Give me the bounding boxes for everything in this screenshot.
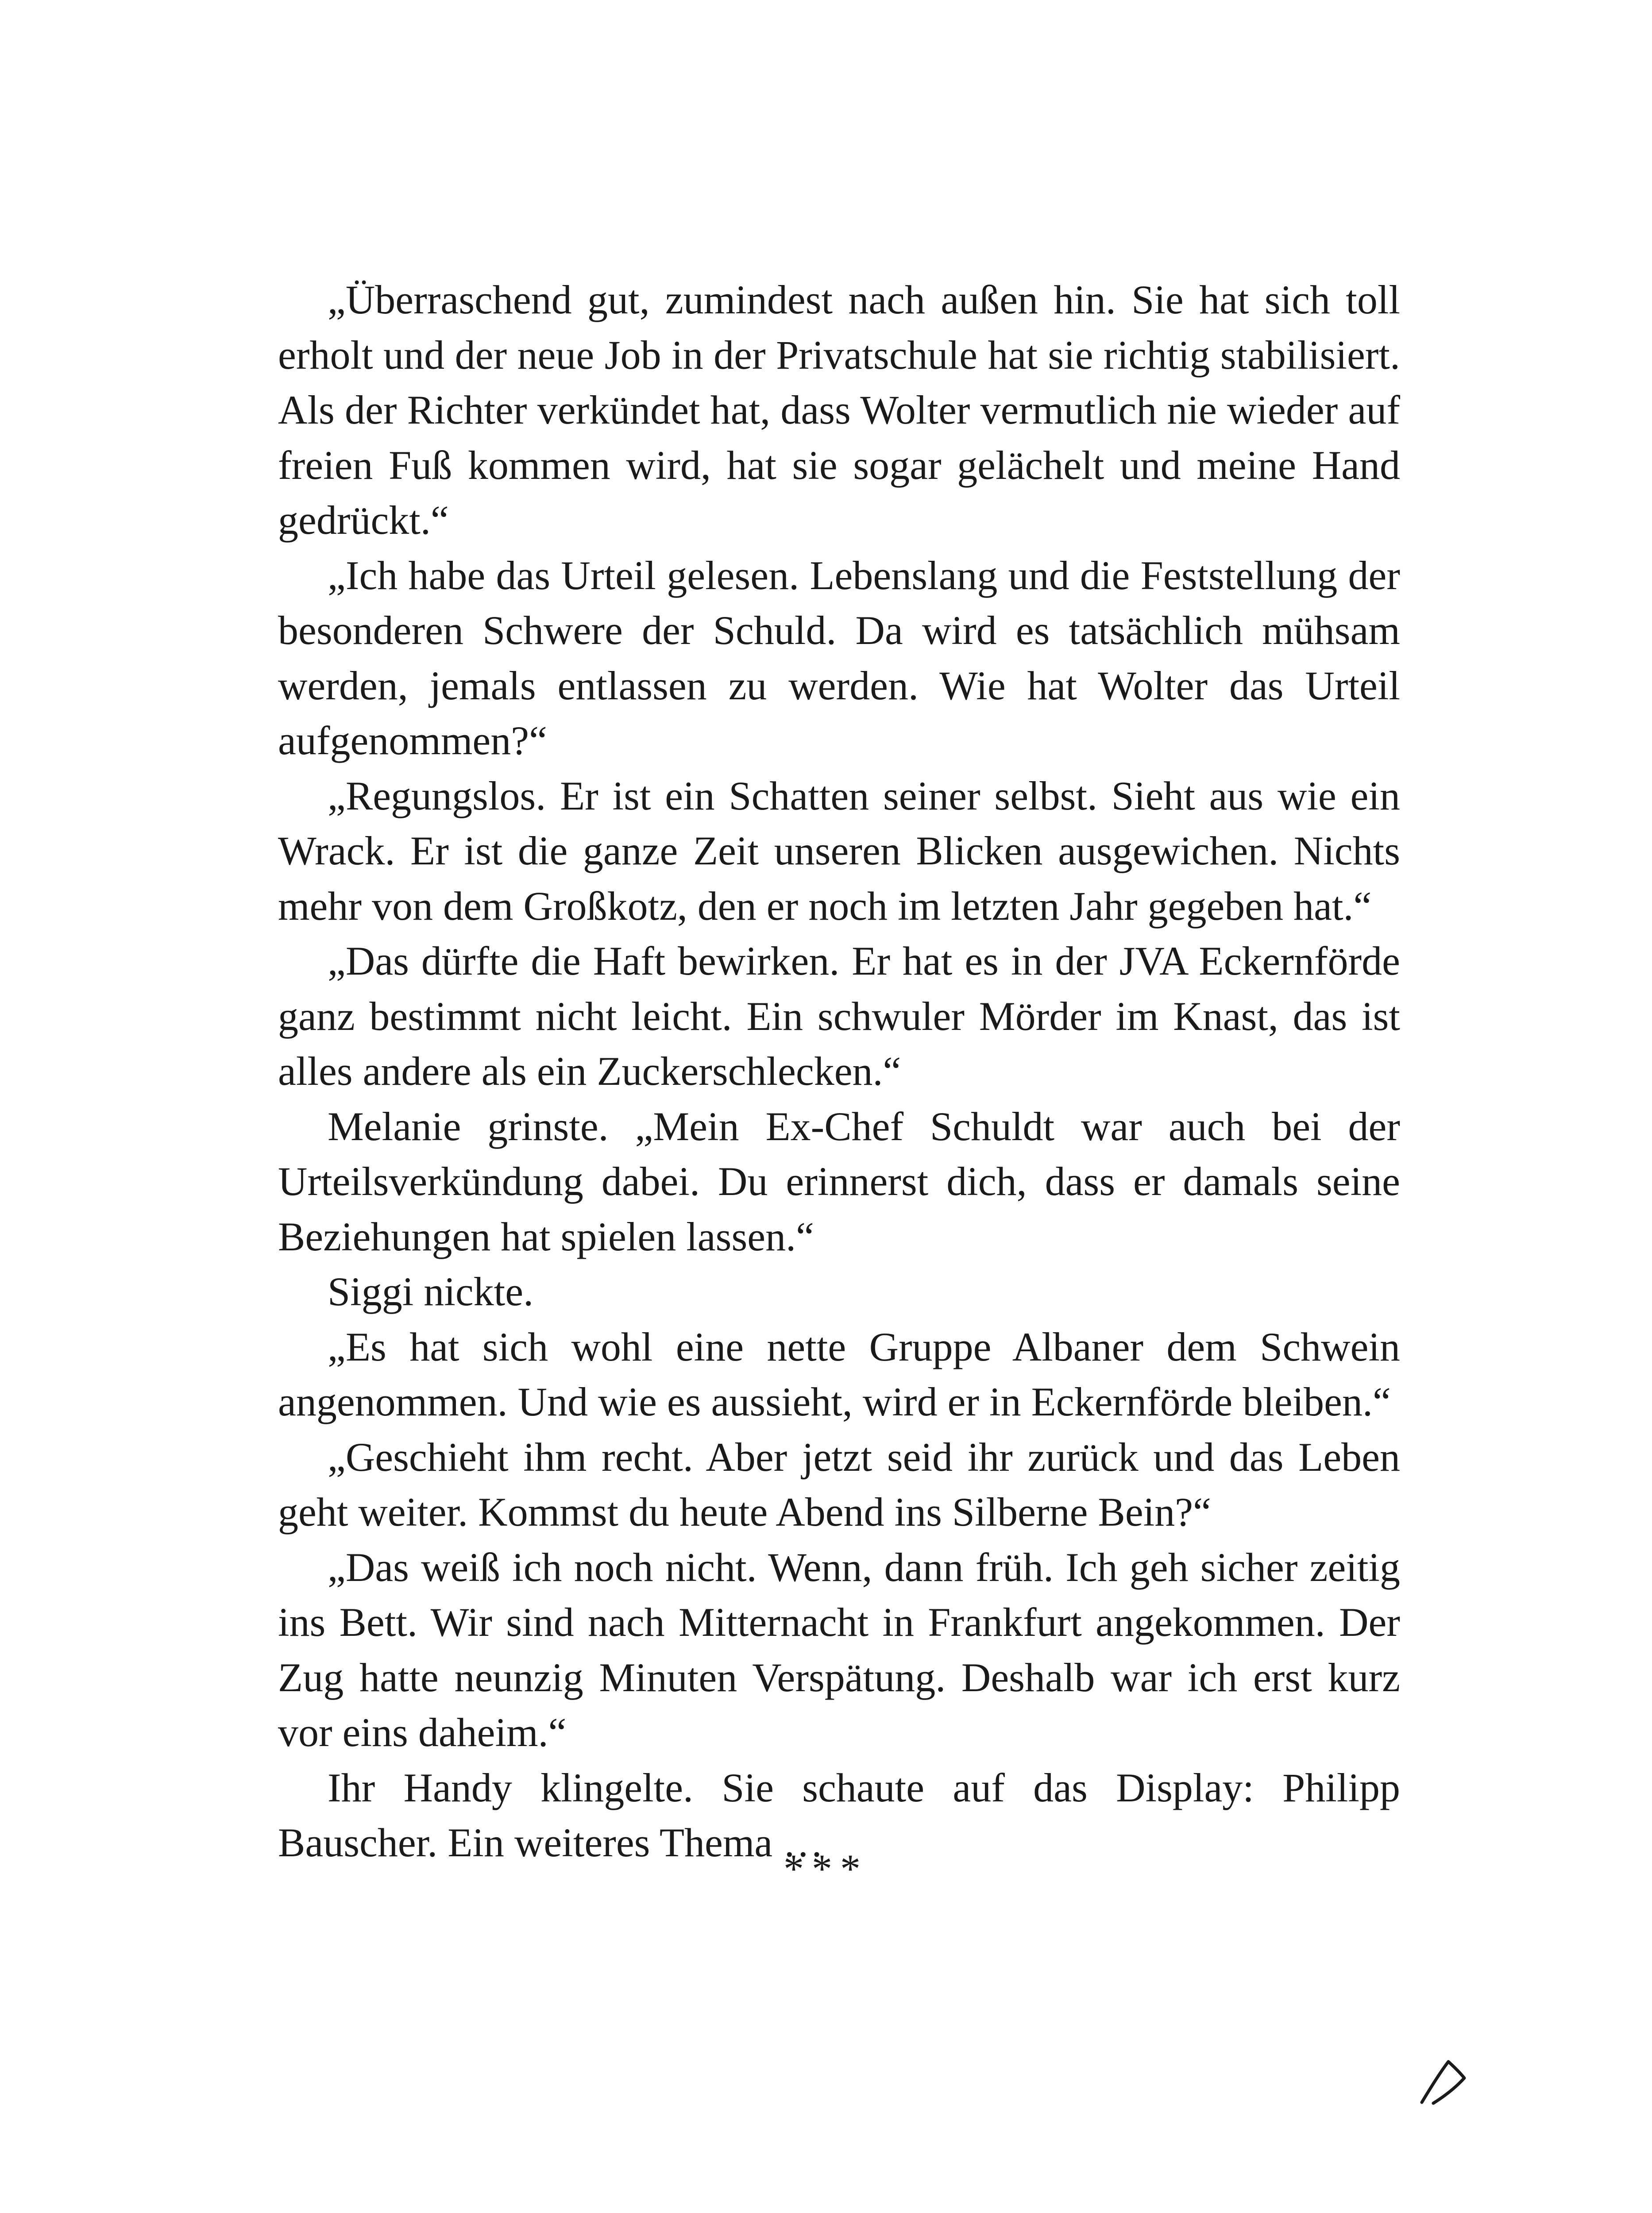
paragraph: „Geschieht ihm recht. Aber jetzt seid ihr zurück und das Leben geht weiter. Kommst du heute Abend ins Silberne Bein?“ [278, 1434, 1400, 1534]
paragraph: „Das dürfte die Haft bewirken. Er hat es in der JVA Eckernförde ganz bestimmt nicht leicht. Ein schwuler Mörder im Knast, das ist alles andere als ein Zuckerschlecken.“ [278, 938, 1400, 1094]
paragraph: „Es hat sich wohl eine nette Gruppe Albaner dem Schwein angenommen. Und wie es aussieht, wird er in Eckernförde bleiben.“ [278, 1324, 1400, 1424]
handwritten-page-mark-icon [1417, 2054, 1470, 2111]
paragraph: Ihr Handy klingelte. Sie schaute auf das Display: Philipp Bauscher. Ein weiteres Thema … [278, 1765, 1400, 1865]
paragraph: Melanie grinste. „Mein Ex-Chef Schuldt war auch bei der Urteilsverkündung dabei. Du erinnerst dich, dass er damals seine Beziehungen hat spielen lassen.“ [278, 1103, 1400, 1259]
paragraph: „Regungslos. Er ist ein Schatten seiner selbst. Sieht aus wie ein Wrack. Er ist die ganze Zeit unseren Blicken ausgewichen. Nichts mehr von dem Großkotz, den er noch im letzten Jahr gegeben hat.“ [278, 773, 1400, 929]
scene-break: *** [784, 1846, 868, 1891]
paragraph: „Ich habe das Urteil gelesen. Lebenslang und die Feststellung der besonderen Schwere der Schuld. Da wird es tatsächlich mühsam werden, jemals entlassen zu werden. Wie hat Wolter das Urteil aufgenommen?“ [278, 552, 1400, 763]
paragraph: Siggi nickte. [328, 1269, 534, 1314]
paragraph: „Das weiß ich noch nicht. Wenn, dann früh. Ich geh sicher zeitig ins Bett. Wir sind nach Mitternacht in Frankfurt angekommen. Der Zug hatte neunzig Minuten Verspätung. Deshalb war ich erst kurz vor eins daheim.“ [278, 1544, 1400, 1755]
paragraph: „Überraschend gut, zumindest nach außen hin. Sie hat sich toll erholt und der neue Job in der Privatschule hat sie richtig stabilisiert. Als der Richter verkündet hat, dass Wolter vermutlich nie wieder auf freien Fuß kommen wird, hat sie sogar gelächelt und meine Hand gedrückt.“ [278, 277, 1400, 543]
body-text [278, 272, 1400, 1870]
